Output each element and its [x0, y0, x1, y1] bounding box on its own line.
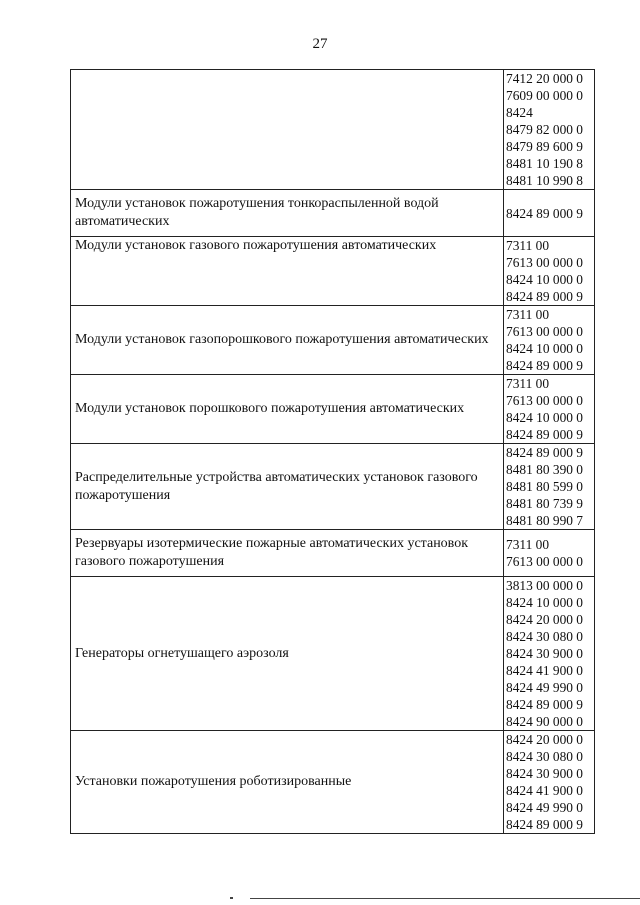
description-cell: Модули установок пожаротушения тонкораспыленной водой автоматических — [71, 190, 504, 237]
codes-cell — [504, 190, 595, 237]
table-row — [71, 70, 595, 190]
tnved-code: 8424 89 000 9 — [506, 445, 583, 460]
tnved-code: 8481 80 990 7 — [506, 513, 583, 528]
tnved-code: 8424 89 000 9 — [506, 358, 583, 373]
tnved-code: 8424 41 900 0 — [506, 663, 583, 678]
tnved-code: 8424 30 900 0 — [506, 766, 583, 781]
codes-cell — [504, 306, 595, 375]
tnved-code: 8424 10 000 0 — [506, 341, 583, 356]
tnved-code: 7613 00 000 0 — [506, 554, 583, 569]
tnved-code: 8424 89 000 9 — [506, 427, 583, 442]
tnved-code: 8424 10 000 0 — [506, 272, 583, 287]
tnved-code: 7613 00 000 0 — [506, 324, 583, 339]
scan-artifact-dot — [230, 897, 233, 899]
tnved-code: 7412 20 000 0 — [506, 71, 583, 86]
table-row — [71, 375, 595, 444]
tnved-code: 7311 00 — [506, 307, 550, 322]
codes-cell — [504, 237, 595, 306]
description-cell: Распределительные устройства автоматических установок газового пожаротушения — [71, 444, 504, 530]
tnved-code: 7311 00 — [506, 537, 550, 552]
tnved-code: 8481 80 739 9 — [506, 496, 583, 511]
table-row — [71, 577, 595, 731]
tnved-code: 8481 80 390 0 — [506, 462, 583, 477]
tnved-code: 8424 90 000 0 — [506, 714, 583, 729]
table-row — [71, 444, 595, 530]
description-cell: Резервуары изотермические пожарные автоматических установок газового пожаротушения — [71, 530, 504, 577]
description-cell: Генераторы огнетушащего аэрозоля — [71, 577, 504, 731]
tnved-code: 7311 00 — [506, 376, 550, 391]
tnved-code: 8424 30 080 0 — [506, 629, 583, 644]
description-cell — [71, 70, 504, 190]
tnved-code: 7613 00 000 0 — [506, 255, 583, 270]
tnved-code: 8424 89 000 9 — [506, 697, 583, 712]
tnved-code: 8424 89 000 9 — [506, 289, 583, 304]
table-row — [71, 237, 595, 306]
description-cell: Модули установок порошкового пожаротушения автоматических — [71, 375, 504, 444]
tnved-code: 8481 80 599 0 — [506, 479, 583, 494]
tnved-code: 8424 49 990 0 — [506, 680, 583, 695]
codes-cell — [504, 70, 595, 190]
tnved-code: 8424 30 080 0 — [506, 749, 583, 764]
description-cell: Установки пожаротушения роботизированные — [71, 731, 504, 834]
table-row — [71, 731, 595, 834]
tnved-code: 8481 10 990 8 — [506, 173, 583, 188]
scan-artifact-line — [250, 898, 640, 899]
table-row — [71, 306, 595, 375]
codes-cell — [504, 444, 595, 530]
page-number: 27 — [312, 36, 328, 52]
codes-cell — [504, 577, 595, 731]
tnved-code: 8424 20 000 0 — [506, 612, 583, 627]
tnved-code: 8424 41 900 0 — [506, 783, 583, 798]
tnved-code: 8424 30 900 0 — [506, 646, 583, 661]
tnved-code: 8479 89 600 9 — [506, 139, 583, 154]
description-cell: Модули установок газопорошкового пожаротушения автоматических — [71, 306, 504, 375]
tnved-code: 8424 89 000 9 — [506, 205, 583, 221]
tnved-code: 8424 10 000 0 — [506, 410, 583, 425]
tnved-code: 8424 89 000 9 — [506, 817, 583, 832]
tnved-code: 8479 82 000 0 — [506, 122, 583, 137]
description-cell: Модули установок газового пожаротушения автоматических — [71, 237, 504, 306]
codes-cell — [504, 530, 595, 577]
table-row — [71, 190, 595, 237]
product-code-table — [70, 69, 595, 834]
codes-cell — [504, 375, 595, 444]
tnved-code: 8424 49 990 0 — [506, 800, 583, 815]
tnved-code: 7609 00 000 0 — [506, 88, 583, 103]
tnved-code: 3813 00 000 0 — [506, 578, 583, 593]
tnved-code: 8424 — [506, 105, 533, 120]
codes-cell — [504, 731, 595, 834]
tnved-code: 8424 10 000 0 — [506, 595, 583, 610]
tnved-code: 8424 20 000 0 — [506, 732, 583, 747]
table-row — [71, 530, 595, 577]
tnved-code: 7311 00 — [506, 238, 550, 253]
tnved-code: 8481 10 190 8 — [506, 156, 583, 171]
tnved-code: 7613 00 000 0 — [506, 393, 583, 408]
